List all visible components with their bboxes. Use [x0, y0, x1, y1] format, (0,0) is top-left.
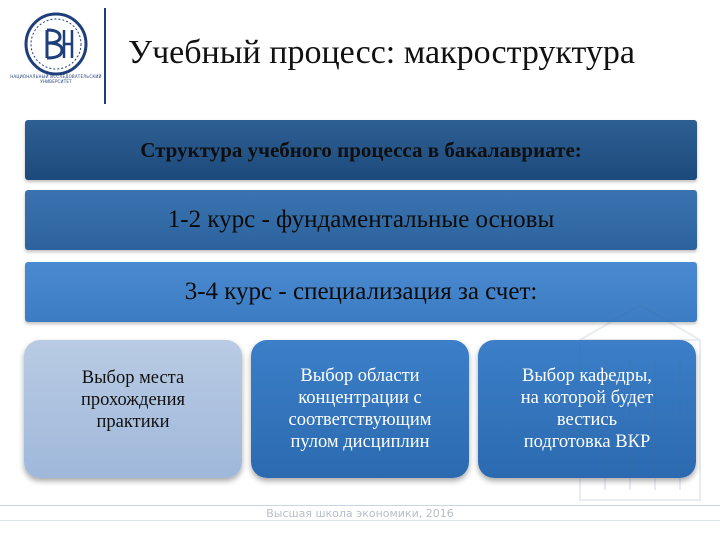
footer-divider: [0, 505, 720, 506]
option-card-line: пулом дисциплин: [290, 432, 430, 452]
hse-seal-icon: [10, 10, 102, 80]
page-title: Учебный процесс: макроструктура: [128, 34, 635, 71]
option-card-line: прохождения: [81, 390, 185, 410]
option-card-line: на которой будет: [520, 388, 654, 408]
level-2-bar: 3-4 курс - специализация за счет:: [25, 262, 697, 322]
option-card-concentration: [251, 340, 469, 478]
option-card-line: Выбор кафедры,: [522, 366, 652, 386]
footer-divider: [0, 520, 720, 521]
structure-heading-bar: Структура учебного процесса в бакалавриате:: [25, 120, 697, 180]
header-divider: [104, 8, 106, 104]
option-card-line: концентрации с: [298, 388, 422, 408]
option-card-line: подготовка ВКР: [523, 432, 651, 452]
option-card-practice: [24, 340, 242, 478]
option-card-line: Выбор места: [81, 368, 185, 388]
option-card-line: соответствующим: [288, 410, 432, 430]
footer-text: Высшая школа экономики, 2016: [266, 507, 454, 520]
option-card-line: Выбор области: [300, 366, 420, 386]
logo-caption: НАЦИОНАЛЬНЫЙ ИССЛЕДОВАТЕЛЬСКИЙ УНИВЕРСИТЕТ: [10, 74, 102, 84]
option-card-line: практики: [96, 412, 170, 432]
option-card-line: вестись: [556, 410, 618, 430]
level-1-bar: 1-2 курс - фундаментальные основы: [25, 190, 697, 250]
building-watermark-icon: [560, 300, 720, 510]
